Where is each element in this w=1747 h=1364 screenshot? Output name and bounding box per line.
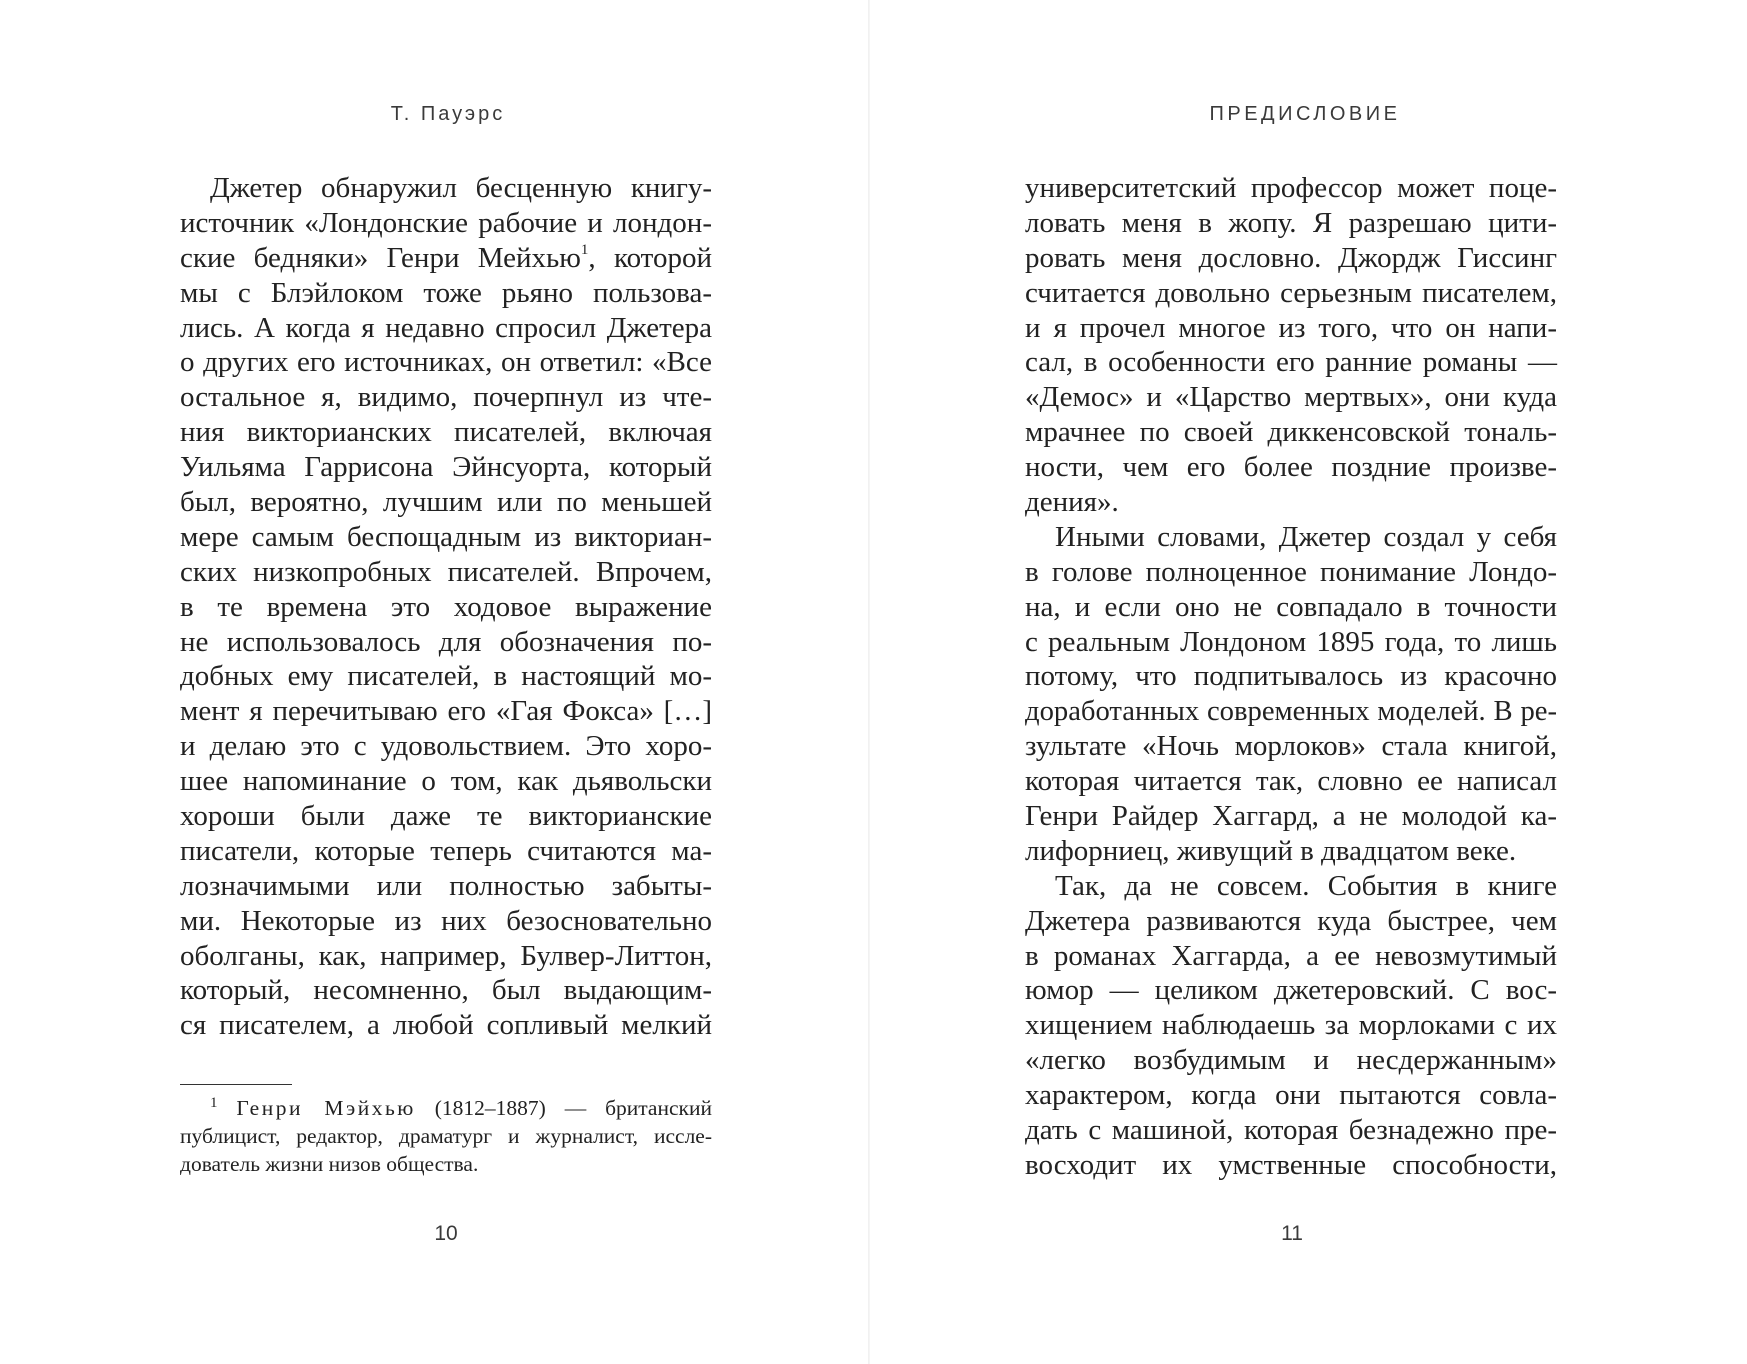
text-line: ских низкопробных писателей. Впрочем, bbox=[180, 555, 712, 588]
footnote-line bbox=[180, 1094, 712, 1122]
text-line: был, вероятно, лучшим или по меньшей bbox=[180, 486, 712, 519]
text-line: ния викторианских писателей, включая bbox=[180, 416, 712, 449]
footnote-ref: 1 bbox=[580, 241, 589, 258]
text-line: университетский профессор может поце- bbox=[1025, 172, 1557, 204]
text-line: Иными словами, Джетер создал у себя bbox=[1055, 520, 1557, 553]
text-line: «легко возбудимым и несдержанным» bbox=[1025, 1044, 1557, 1077]
running-head-author: Т. Пауэрс bbox=[390, 103, 506, 125]
text-line: писатели, которые теперь считаются ма- bbox=[180, 834, 712, 867]
text-line: и я прочел многое из того, что он напи- bbox=[1025, 311, 1557, 344]
text-line: оболганы, как, например, Булвер-Литтон, bbox=[180, 939, 712, 972]
right-page bbox=[870, 0, 1747, 1364]
text-line: мент я перечитываю его «Гая Фокса» […] bbox=[180, 695, 712, 728]
text-line: восходит их умственные способности, bbox=[1025, 1148, 1557, 1181]
text-line: ми. Некоторые из них безосновательно bbox=[180, 904, 712, 937]
text-line: ности, чем его более поздние произве- bbox=[1025, 451, 1557, 484]
page-number: 11 bbox=[1281, 1222, 1303, 1245]
text-line: ловать меня в жопу. Я разрешаю цити- bbox=[1025, 206, 1557, 239]
left-body-text bbox=[180, 171, 712, 1043]
text-line: сал, в особенности его ранние романы — bbox=[1025, 346, 1557, 379]
footnote-marker: 1 bbox=[210, 1095, 218, 1111]
text-line: лозначимыми или полностью забыты- bbox=[180, 869, 712, 902]
text-line: потому, что подпитывалось из красочно bbox=[1025, 660, 1557, 693]
text-line: юмор — целиком джетеровский. С вос- bbox=[1025, 974, 1557, 1007]
right-body-text bbox=[1025, 171, 1557, 1183]
running-head-section: ПРЕДИСЛОВИЕ bbox=[1209, 103, 1401, 125]
text-line: Джетер обнаружил бесценную книгу- bbox=[210, 172, 712, 204]
page-number: 10 bbox=[434, 1222, 458, 1245]
text-line: хороши были даже те викторианские bbox=[180, 800, 712, 833]
text-line: Уильяма Гаррисона Эйнсуорта, который bbox=[180, 451, 712, 484]
text-line: Джетера развиваются куда быстрее, чем bbox=[1025, 904, 1557, 937]
text-line: мере самым беспощадным из викториан- bbox=[180, 520, 712, 553]
text-line: лись. А когда я недавно спросил Джетера bbox=[180, 311, 712, 344]
text-line: ровать меня дословно. Джордж Гиссинг bbox=[1025, 241, 1557, 274]
text-line: ся писателем, а любой сопливый мелкий bbox=[180, 1009, 712, 1042]
text-line: остальное я, видимо, почерпнул из чте- bbox=[180, 381, 712, 414]
text-line: который, несомненно, был выдающим- bbox=[180, 974, 712, 1007]
text-line: которая читается так, словно ее написал bbox=[1025, 765, 1557, 798]
text-line: дать с машиной, которая безнадежно пре- bbox=[1025, 1114, 1557, 1147]
text-line: мрачнее по своей диккенсовской тональ- bbox=[1025, 416, 1557, 449]
footnote-line: дователь жизни низов общества. bbox=[180, 1152, 479, 1177]
text-line: характером, когда они пытаются совла- bbox=[1025, 1079, 1557, 1112]
text-line: мы с Блэйлоком тоже рьяно пользова- bbox=[180, 276, 712, 309]
text-line-with-footnote-ref bbox=[180, 241, 712, 276]
text-line: дения». bbox=[1025, 486, 1119, 519]
text-line: лифорниец, живущий в двадцатом веке. bbox=[1025, 834, 1517, 867]
text-line: в голове полноценное понимание Лондо- bbox=[1025, 555, 1557, 588]
text-line: Генри Райдер Хаггард, а не молодой ка- bbox=[1025, 800, 1557, 833]
footnote-divider bbox=[180, 1084, 292, 1085]
text-line: не использовалось для обозначения по- bbox=[180, 625, 712, 658]
text-line-part: ские бедняки» Генри Мейхью bbox=[180, 241, 581, 274]
text-line: с реальным Лондоном 1895 года, то лишь bbox=[1025, 625, 1557, 658]
text-line: считается довольно серьезным писателем, bbox=[1025, 276, 1557, 309]
text-line: и делаю это с удовольствием. Это хоро- bbox=[180, 730, 712, 763]
footnote bbox=[180, 1094, 712, 1179]
footnote-line: публицист, редактор, драматург и журналист, иссле- bbox=[180, 1124, 712, 1149]
text-line: в те времена это ходовое выражение bbox=[180, 590, 712, 623]
footnote-person-name: Генри Мэйхью bbox=[236, 1096, 416, 1120]
text-line: в романах Хаггарда, а ее невозмутимый bbox=[1025, 939, 1557, 972]
text-line: Так, да не совсем. События в книге bbox=[1055, 869, 1557, 902]
text-line: добных ему писателей, в настоящий мо- bbox=[180, 660, 712, 693]
text-line: хищением наблюдаешь за морлоками с их bbox=[1025, 1009, 1557, 1042]
text-line: зультате «Ночь морлоков» стала книгой, bbox=[1025, 730, 1557, 763]
text-line: доработанных современных моделей. В ре- bbox=[1025, 695, 1557, 728]
left-page bbox=[0, 0, 868, 1364]
text-line-part: , которой bbox=[588, 241, 712, 274]
text-line: «Демос» и «Царство мертвых», они куда bbox=[1025, 381, 1557, 414]
text-line: шее напоминание о том, как дьявольски bbox=[180, 765, 712, 798]
text-line: о других его источниках, он ответил: «Все bbox=[180, 346, 712, 379]
text-line: источник «Лондонские рабочие и лондон- bbox=[180, 206, 712, 239]
footnote-line-part: (1812–1887) — британский bbox=[415, 1096, 712, 1120]
text-line: на, и если оно не совпадало в точности bbox=[1025, 590, 1557, 623]
